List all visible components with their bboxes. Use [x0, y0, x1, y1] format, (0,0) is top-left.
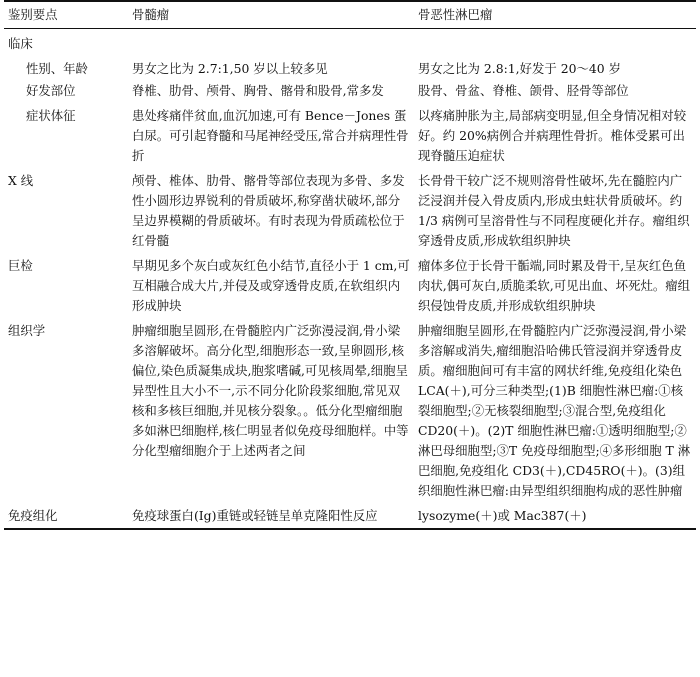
- table-header-row: [4, 1, 696, 29]
- table-row: [4, 29, 696, 55]
- table-row: [4, 79, 696, 101]
- row-label-site: 好发部位: [26, 83, 76, 98]
- cell-lymphoma: 瘤体多位于长骨干骺端,同时累及骨干,呈灰红色鱼肉状,偶可灰白,质脆柔软,可见出血、坏死灶。瘤组织侵蚀骨皮质,并形成软组织肿块: [418, 258, 691, 313]
- row-label-gross: 巨检: [8, 258, 33, 273]
- cell-myeloma: 男女之比为 2.7:1,50 岁以上较多见: [132, 61, 328, 76]
- header-lymphoma: 骨恶性淋巴瘤: [414, 1, 696, 29]
- cell-myeloma: 脊椎、肋骨、颅骨、胸骨、髂骨和股骨,常多发: [132, 83, 384, 98]
- row-label-histology: 组织学: [8, 323, 46, 338]
- cell-myeloma: [128, 29, 414, 55]
- cell-myeloma: 颅骨、椎体、肋骨、髂骨等部位表现为多骨、多发性小圆形边界锐利的骨质破坏,称穿凿状破坏,部分呈边界模糊的骨质破坏。有时表现为骨质疏松位于红骨髓: [132, 173, 405, 248]
- row-label-ihc: 免疫组化: [4, 501, 128, 529]
- cell-lymphoma: lysozyme(＋)或 Mac387(＋): [414, 501, 696, 529]
- differential-diagnosis-table: [4, 0, 696, 530]
- row-label-xray: X 线: [8, 173, 34, 188]
- row-label-symptoms: 症状体征: [26, 108, 76, 123]
- cell-lymphoma: 以疼痛肿胀为主,局部病变明显,但全身情况相对较好。约 20%病例合并病理性骨折。椎体受累可出现脊髓压迫症状: [418, 108, 687, 163]
- cell-lymphoma: [414, 29, 696, 55]
- table-row: [4, 251, 696, 316]
- table-row: [4, 166, 696, 251]
- table-row: [4, 316, 696, 501]
- table-row: [4, 101, 696, 166]
- header-myeloma: 骨髓瘤: [128, 1, 414, 29]
- cell-lymphoma: 长骨骨干较广泛不规则溶骨性破坏,先在髓腔内广泛浸润并侵入骨皮质内,形成虫蛀状骨质破坏。约 1/3 病例可呈溶骨性与不同程度硬化并存。瘤组织穿透骨皮质,形成软组织肿块: [418, 173, 690, 248]
- cell-myeloma: 肿瘤细胞呈圆形,在骨髓腔内广泛弥漫浸润,骨小梁多溶解破坏。高分化型,细胞形态一致,呈卵圆形,核偏位,染色质凝集成块,胞浆嗜碱,可见核周晕,细胞呈异型性且大小不一,示不同分化阶段浆细胞,常见双核和多核巨细胞,并见核分裂象。。低分化型瘤细胞多如淋巴细胞样,核仁明显者似免疫母细胞样。中等分化型瘤细胞介于上述两者之间: [132, 323, 409, 458]
- cell-myeloma: 患处疼痛伴贫血,血沉加速,可有 Bence－Jones 蛋白尿。可引起脊髓和马尾神经受压,常合并病理性骨折: [132, 108, 409, 163]
- header-criteria: 鉴别要点: [4, 1, 128, 29]
- table-row: [4, 54, 696, 79]
- cell-myeloma: 免疫球蛋白(Ig)重链或轻链呈单克隆阳性反应: [128, 501, 414, 529]
- cell-lymphoma: 股骨、骨盆、脊椎、颌骨、胫骨等部位: [418, 83, 629, 98]
- row-label-sex-age: 性别、年龄: [26, 61, 88, 76]
- cell-lymphoma: 肿瘤细胞呈圆形,在骨髓腔内广泛弥漫浸润,骨小梁多溶解或消失,瘤细胞沿哈佛氏管浸润并穿透骨皮质。瘤细胞间可有丰富的网状纤维,免疫组化染色 LCA(＋),可分三种类型;(1)B 细胞性淋巴瘤:①核裂细胞型;②无核裂细胞型;③混合型,免疫组化 CD20(＋)。(2)T 细胞性淋巴瘤:①透明细胞型;②淋巴母细胞型;③T 免疫母细胞型;④多形细胞 T 淋巴细胞,免疫组化 CD3(＋),CD45RO(＋)。(3)组织细胞性淋巴瘤:由异型组织细胞构成的恶性肿瘤: [418, 323, 691, 498]
- table-row: [4, 501, 696, 529]
- cell-lymphoma: 男女之比为 2.8:1,好发于 20～40 岁: [418, 61, 621, 76]
- cell-myeloma: 早期见多个灰白或灰红色小结节,直径小于 1 cm,可互相融合成大片,并侵及或穿透骨皮质,在软组织内形成肿块: [132, 258, 410, 313]
- row-label-clinical: 临床: [8, 36, 33, 51]
